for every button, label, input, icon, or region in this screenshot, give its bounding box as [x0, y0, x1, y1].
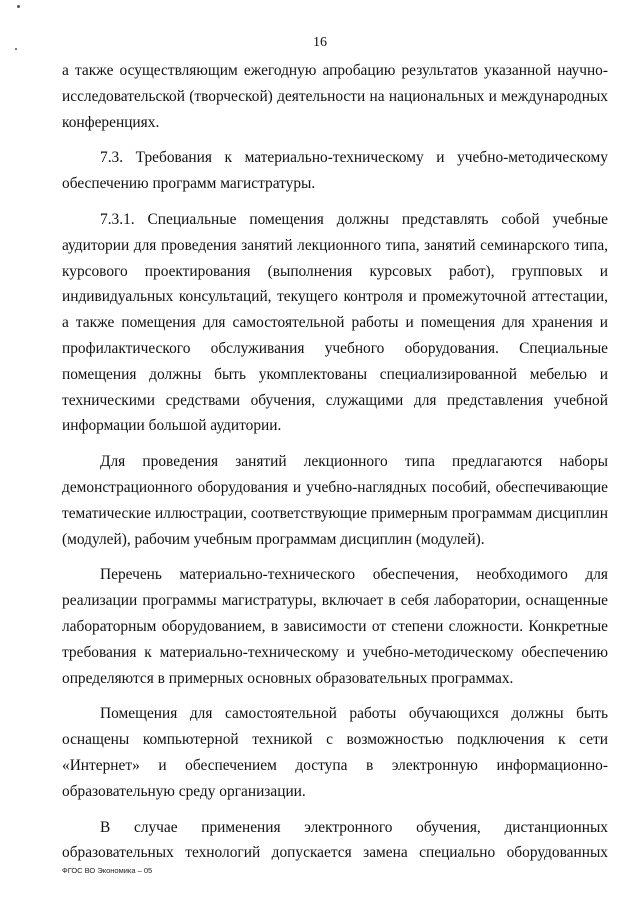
document-body — [62, 58, 608, 876]
paragraph-lecture-equipment: Для проведения занятий лекционного типа предлагаются наборы демонстрационного оборудования и учебно-наглядных пособий, обеспечивающие тематические иллюстрации, соответствующие примерным программам дисциплин (модулей), рабочим учебным программам дисциплин (модулей). — [62, 453, 608, 548]
page-number: 16 — [313, 35, 327, 50]
paragraph-e-learning: В случае применения электронного обучения, дистанционных образовательных технологий допускается замена специально оборудованных — [62, 818, 608, 862]
paragraph-continuation: а также осуществляющим ежегодную апробацию результатов указанной научно-исследовательской (творческой) деятельности на национальных и международных конференциях. — [62, 62, 608, 131]
scan-speck — [17, 5, 20, 8]
footer-document-code: ФГОС ВО Экономика – 05 — [62, 866, 153, 875]
paragraph-7-3-1: 7.3.1. Специальные помещения должны представлять собой учебные аудитории для проведения занятий лекционного типа, занятий семинарского типа, курсового проектирования (выполнения курсовых работ), групповых и индивидуальных консультаций, текущего контроля и промежуточной аттестации, а также помещения для самостоятельной работы и помещения для хранения и профилактического обслуживания учебного оборудования. Специальные помещения должны быть укомплектованы специализированной мебелью и техническими средствами обучения, служащими для представления учебной информации большой аудитории. — [62, 210, 608, 435]
paragraph-self-study-rooms: Помещения для самостоятельной работы обучающихся должны быть оснащены компьютерной техникой с возможностью подключения к сети «Интернет» и обеспечением доступа в электронную информационно-образовательную среду организации. — [62, 705, 608, 800]
paragraph-equipment-list: Перечень материально-технического обеспечения, необходимого для реализации программы магистратуры, включает в себя лаборатории, оснащенные лабораторным оборудованием, в зависимости от степени сложности. Конкретные требования к материально-техническому и учебно-методическому обеспечению определяются в примерных основных образовательных программах. — [62, 566, 608, 687]
section-heading-7-3: 7.3. Требования к материально-техническому и учебно-методическому обеспечению программ магистратуры. — [62, 149, 608, 193]
